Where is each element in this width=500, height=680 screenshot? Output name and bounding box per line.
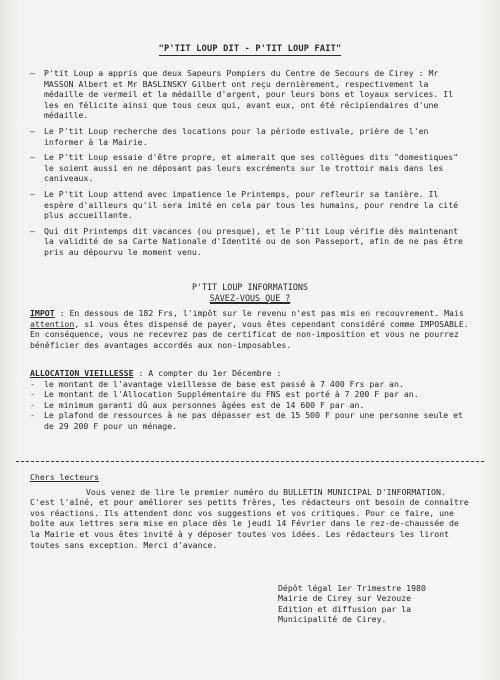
dashed-separator bbox=[16, 461, 484, 462]
dash-bullet: - bbox=[30, 389, 35, 400]
allocation-intro bbox=[30, 368, 470, 379]
lecteurs-section bbox=[30, 472, 470, 550]
lecteurs-heading-text: Chers lecteurs bbox=[30, 472, 100, 482]
legal-footer bbox=[278, 583, 426, 625]
informations-heading bbox=[30, 282, 470, 303]
lecteurs-body: Vous venez de lire le premier numéro du BULLETIN MUNICIPAL D'INFORMATION. C'est l'aîné, et pour améliorer ses petits frères, les rédacteurs ont besoin de connaître vos réactions. Ils attendent donc vos suggestions et vos critiques. Pour ce faire, une boîte aux lettres sera mise en place dès le jeudi 14 Février dans le rez-de-chaussée de la Mairie et vous êtes invité à y déposer toutes vos idées. Les rédacteurs les liront toutes sans exception. Merci d'avance. bbox=[30, 486, 469, 550]
dash-bullet: - bbox=[30, 378, 35, 389]
informations-subtitle bbox=[30, 293, 470, 304]
allocation-line bbox=[30, 410, 470, 431]
allocation-line bbox=[30, 389, 470, 400]
list-item bbox=[30, 68, 470, 121]
lecteurs-heading bbox=[30, 472, 470, 483]
impot-attention: attention bbox=[30, 318, 75, 329]
footer-line: Mairie de Cirey sur Vezouze bbox=[278, 593, 412, 604]
list-item-text: Le P'tit Loup recherche des locations pour la période estivale, prière de l'en informer à la Mairie. bbox=[44, 125, 429, 147]
footer-line: Dépôt légal 1er Trimestre 1980 bbox=[278, 583, 426, 593]
impot-paragraph bbox=[30, 308, 470, 350]
allocation-line-text: le montant de l'avantage vieillesse de base est passé à 7 400 Frs par an. bbox=[44, 378, 404, 389]
impot-text-1: : En dessous de 182 Frs, l'impôt sur le revenu n'est pas mis en recouvrement. Mais bbox=[54, 308, 464, 318]
dash-bullet: – bbox=[30, 68, 35, 78]
dash-bullet: - bbox=[30, 410, 35, 421]
allocation-line-text: Le minimum garanti dû aux personnes âgées est de 14 600 F par an. bbox=[44, 399, 365, 410]
informations-title: P'TIT LOUP INFORMATIONS bbox=[192, 282, 308, 292]
dash-bullet: – bbox=[30, 152, 35, 163]
list-item-text: Le P'tit Loup attend avec impatience le Printemps, pour refleurir sa tanière. Il espère d'ailleurs qu'il sera imité en cela par tous les humains, pour rendre la cité plus accueillante. bbox=[44, 188, 459, 221]
impot-text-2: , si vous êtes dispensé de payer, vous êtes cependant considéré comme IMPOSABLE. En conséquence, vous ne recevrez pas de certificat de non-imposition et vous ne pourrez bénéficier des avantages accordés aux non-imposables. bbox=[30, 318, 469, 350]
footer-line: Municipalité de Cirey. bbox=[278, 614, 387, 625]
news-list bbox=[30, 68, 470, 258]
impot-section bbox=[30, 308, 470, 350]
list-item bbox=[30, 152, 470, 184]
footer-line: Edition et diffusion par la bbox=[278, 603, 412, 614]
dash-bullet: – bbox=[30, 125, 35, 136]
allocation-line bbox=[30, 379, 470, 390]
informations-subtitle-text: SAVEZ-VOUS QUE ? bbox=[209, 292, 291, 303]
allocation-section bbox=[30, 368, 470, 432]
allocation-label: ALLOCATION VIEILLESSE bbox=[30, 368, 134, 378]
dash-bullet: - bbox=[30, 399, 35, 410]
allocation-line-text: Le montant de l'Allocation Supplémentaire du FNS est porté à 7 200 F par an. bbox=[44, 389, 419, 400]
list-item bbox=[30, 126, 470, 147]
list-item-text: P'tit Loup a appris que deux Sapeurs Pompiers du Centre de Secours de Cirey : Mr MASSON Albert et Mr BASLINSKY Gilbert ont reçu dernièrement, respectivement la médaille de vermeil et la médaille d'argent, pour leurs bons et loyaux services. Il les en félicite ainsi que tous ceux qui, avant eux, ont été récipiendaires d'une médaille. bbox=[44, 68, 454, 121]
list-item bbox=[30, 226, 470, 258]
page-title-text: "P'TIT LOUP DIT - P'TIT LOUP FAIT" bbox=[158, 44, 342, 54]
allocation-intro-text: : A compter du 1er Décembre : bbox=[133, 368, 282, 378]
allocation-line bbox=[30, 400, 470, 411]
list-item bbox=[30, 189, 470, 221]
allocation-line-text: Le plafond de ressources à ne pas dépasser est de 15 500 F pour une personne seule et de 29 200 F pour un ménage. bbox=[44, 410, 463, 431]
list-item-text: Le P'tit Loup essaie d'être propre, et aimerait que ses collègues dits "domestiques" le soient aussi en ne déposant pas leurs excréments sur le trottoir mais dans les caniveaux. bbox=[44, 152, 459, 184]
dash-bullet: – bbox=[30, 225, 35, 236]
impot-label: IMPOT bbox=[30, 308, 55, 318]
page-title bbox=[0, 44, 500, 54]
dash-bullet: – bbox=[30, 188, 35, 199]
list-item-text: Qui dit Printemps dit vacances (ou presque), et le P'tit Loup vérifie dès maintenant la validité de sa Carte Nationale d'Identité ou de son Passeport, afin de ne pas être pris au dépourvu le moment venu. bbox=[44, 225, 463, 257]
